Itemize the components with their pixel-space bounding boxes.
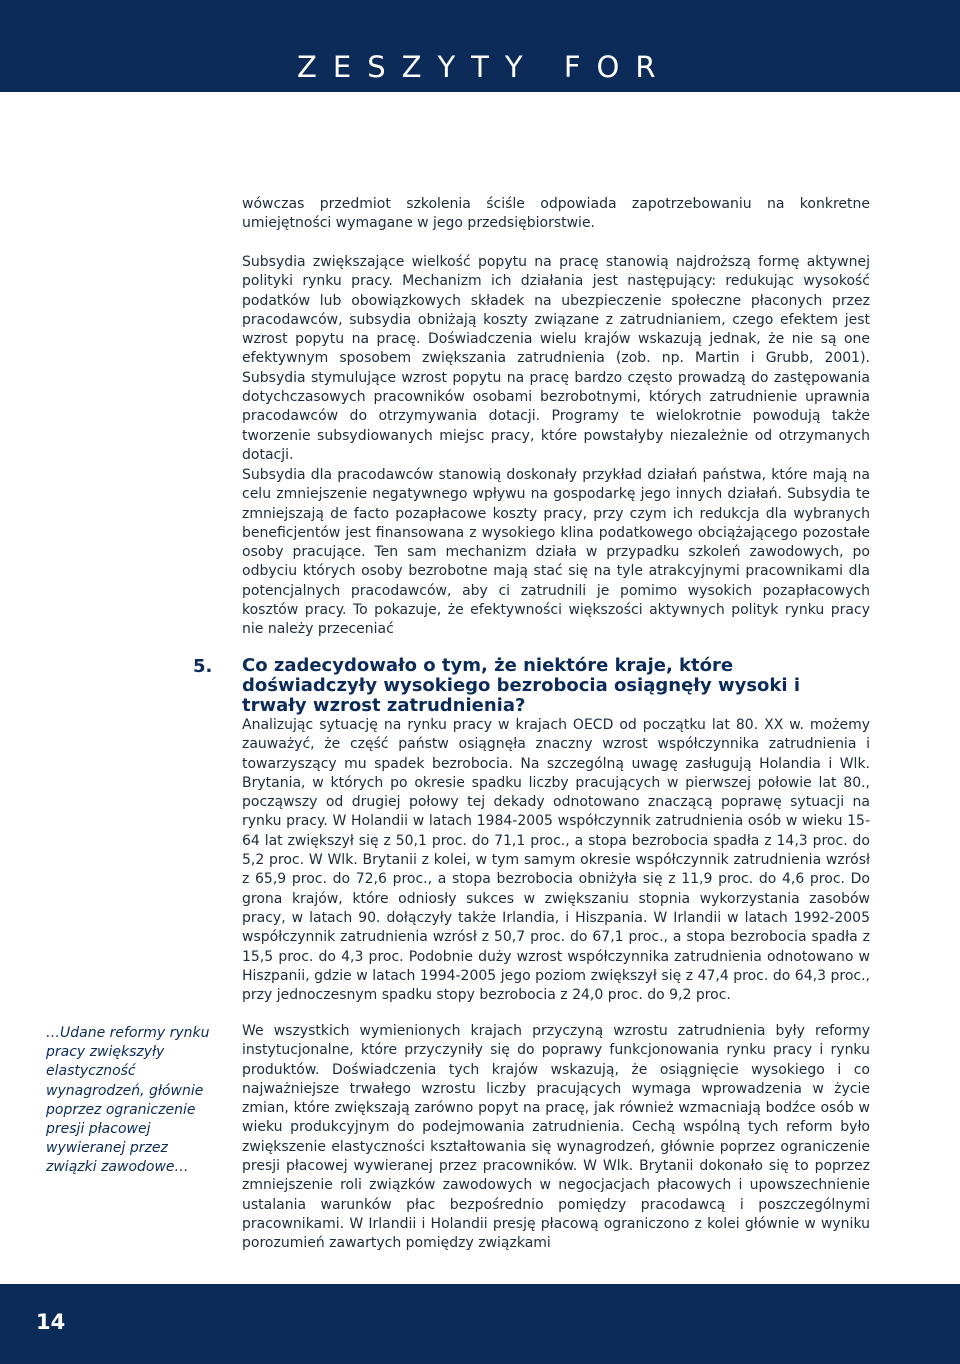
body-paragraph-4: Analizując sytuację na rynku pracy w krajach OECD od początku lat 80. XX w. możemy zauważyć, że część państw osiągnęła znaczny wzrost współczynnika zatrudnienia i towarzyszący mu spadek bezrobocia. Na szczególną uwagę zasługują Holandia i Wlk. Brytania, w których po okresie spadku liczby pracujących w pierwszej połowie lat 80., począwszy od drugiej połowy tej dekady odnotowano znaczącą poprawę sytuacji na rynku pracy. W Holandii w latach 1984-2005 współczynnik zatrudnienia osób w wieku 15-64 lat zwiększył się z 50,1 proc. do 71,1 proc., a stopa bezrobocia spadła z 14,3 proc. do 5,2 proc. W Wlk. Brytanii z kolei, w tym samym okresie współczynnik zatrudnienia wzrósł z 65,9 proc. do 72,6 proc., a stopa bezrobocia obniżyła się z 11,9 proc. do 4,6 proc. Do grona krajów, które odniosły sukces w zwiększaniu stopnia wykorzystania zasobów pracy, w latach 90. dołączyły także Irlandia, i Hiszpania. W Irlandii w latach 1992-2005 współczynnik zatrudnienia wzrósł z 50,7 proc. do 67,1 proc., a stopa bezrobocia spadła z 15,5 proc. do 4,3 proc. Podobnie duży wzrost współczynnika zatrudnienia odnotowano w Hiszpanii, gdzie w latach 1994-2005 jego poziom zwiększył się z 47,4 proc. do 64,3 proc., przy jednoczesnym spadku stopy bezrobocia z 24,0 proc. do 9,2 proc. [242, 717, 870, 1004]
page-number: 14 [36, 1310, 66, 1334]
body-paragraph-2: Subsydia zwiększające wielkość popytu na pracę stanowią najdroższą formę aktywnej polityki rynku pracy. Mechanizm ich działania jest następujący: redukując wysokość podatków lub obowiązkowych składek na ubezpieczenie społeczne płaconych przez pracodawców, subsydia obniżają koszty związane z zatrudnianiem, czego efektem jest wzrost popytu na pracę. Doświadczenia wielu krajów wskazują jednak, że nie są one efektywnym sposobem zwiększania zatrudnienia (zob. np. Martin i Grubb, 2001). Subsydia stymulujące wzrost popytu na pracę bardzo często prowadzą do zastępowania dotychczasowych pracowników osobami bezrobotnymi, których zatrudnienie uprawnia pracodawców do otrzymywania dotacji. Programy te wielokrotnie powodują także tworzenie subsydiowanych miejsc pracy, które powstałyby niezależnie od otrzymanych dotacji. [242, 254, 870, 463]
body-paragraph-1: wówczas przedmiot szkolenia ściśle odpowiada zapotrzebowaniu na konkretne umiejętności wymagane w jego przedsiębiorstwie. [242, 196, 870, 232]
pull-quote: …Udane reformy rynku pracy zwiększyły elastyczność wynagrodzeń, głównie poprzez ograniczenie presji płacowej wywieranej przez związki zawodowe… [46, 1025, 210, 1176]
section-heading: Co zadecydowało o tym, że niektóre kraje, które doświadczyły wysokiego bezrobocia osiągnęły wysoki i trwały wzrost zatrudnienia? [242, 655, 800, 716]
footer-bar [0, 1284, 960, 1364]
journal-title: ZESZYTY FOR [297, 50, 672, 84]
header-bar [0, 0, 960, 92]
body-paragraph-5: We wszystkich wymienionych krajach przyczyną wzrostu zatrudnienia były reformy instytucjonalne, które przyczyniły się do poprawy funkcjonowania rynku pracy i rynku produktów. Doświadczenia tych krajów wskazują, że osiągnięcie wysokiego i co najważniejsze trwałego wzrostu liczby pracujących wymaga wprowadzenia w życie zmian, które zwiększają zarówno popyt na pracę, jak również wzmacniają bodźce osób w wieku produkcyjnym do podejmowania zatrudnienia. Cechą wspólną tych reform było zwiększenie elastyczności kształtowania się wynagrodzeń, głównie poprzez ograniczenie presji płacowej wywieranej przez pracowników. W Wlk. Brytanii dokonało się to poprzez zmniejszenie roli związków zawodowych w negocjacjach płacowych i upowszechnienie ustalania warunków płac bezpośrednio pomiędzy pracodawcą i poszczególnymi pracownikami. W Irlandii i Holandii presję płacową ograniczono z kolei głównie w wyniku porozumień zawartych pomiędzy związkami [242, 1023, 870, 1252]
section-number: 5. [193, 656, 213, 677]
body-paragraph-3: Subsydia dla pracodawców stanowią doskonały przykład działań państwa, które mają na celu zmniejszenie negatywnego wpływu na gospodarkę jego innych działań. Subsydia te zmniejszają de facto pozapłacowe koszty pracy, przy czym ich redukcja dla wybranych beneficjentów jest finansowana z wysokiego klina podatkowego obciążającego pozostałe osoby pracujące. Ten sam mechanizm działa w przypadku szkoleń zawodowych, po odbyciu których osoby bezrobotne mają stać się na tyle atrakcyjnymi pracownikami dla potencjalnych pracodawców, aby ci zatrudnili je pomimo wysokich pozapłacowych kosztów pracy. To pokazuje, że efektywności większości aktywnych polityk rynku pracy nie należy przeceniać [242, 467, 870, 638]
